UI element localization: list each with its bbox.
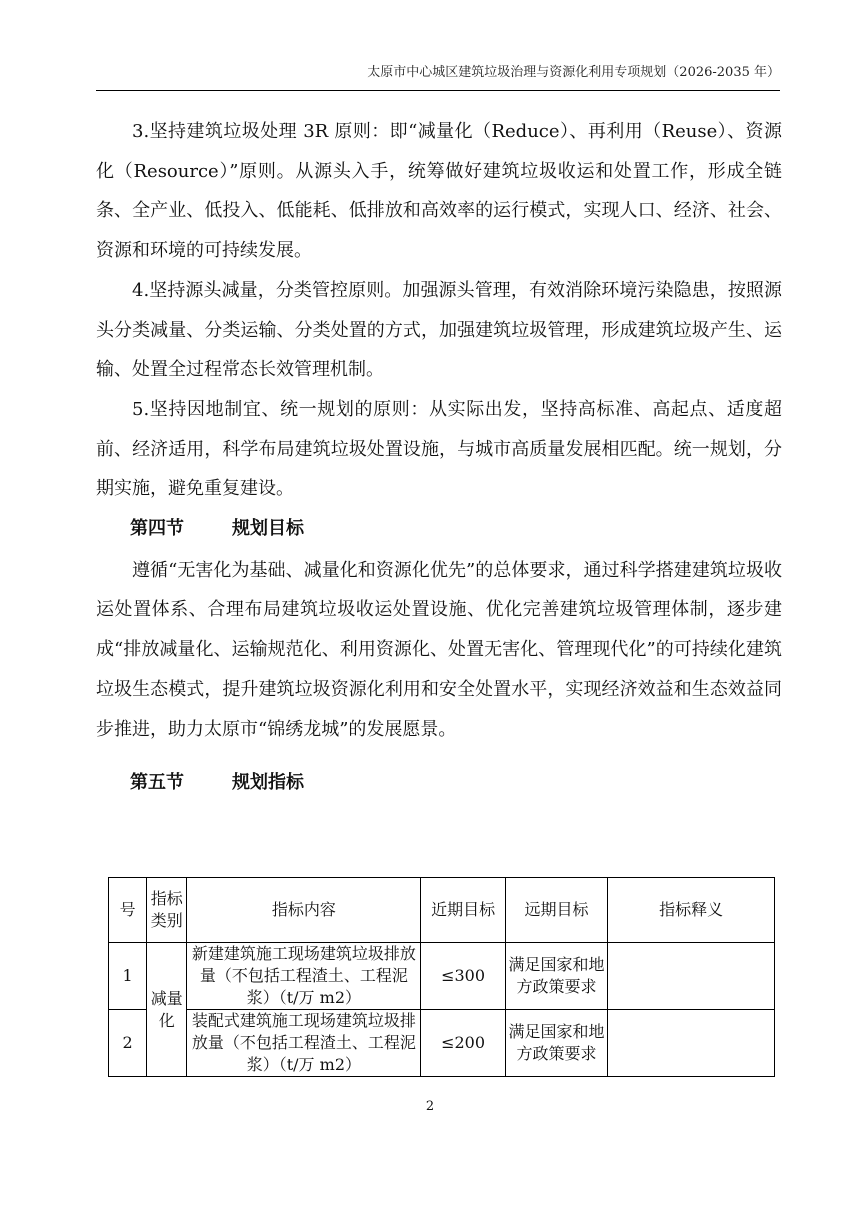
document-body — [96, 112, 782, 803]
near-term-target: ≤300 — [421, 943, 505, 1010]
section-5-heading — [96, 763, 782, 803]
header-category: 指标类别 — [147, 878, 187, 943]
table-header-row — [109, 878, 775, 943]
header-rule — [96, 90, 780, 91]
section-4-title: 规划目标 — [232, 518, 304, 540]
row-number: 1 — [109, 943, 147, 1010]
header-explanation: 指标释义 — [608, 878, 775, 943]
indicator-explanation — [608, 943, 775, 1010]
section-5-title: 规划指标 — [232, 772, 304, 794]
principle-5-paragraph: 5.坚持因地制宜、统一规划的原则：从实际出发，坚持高标准、高起点、适度超前、经济适用，科学布局建筑垃圾处置设施，与城市高质量发展相匹配。统一规划，分期实施，避免重复建设。 — [96, 398, 782, 500]
section-5-number: 第五节 — [130, 772, 184, 794]
table-row — [109, 943, 775, 1010]
header-number: 号 — [109, 878, 147, 943]
indicator-content: 装配式建筑施工现场建筑垃圾排放量（不包括工程渣土、工程泥浆）（t/万 m2） — [187, 1010, 421, 1077]
table-row — [109, 1010, 775, 1077]
header-content: 指标内容 — [187, 878, 421, 943]
indicator-content: 新建建筑施工现场建筑垃圾排放量（不包括工程渣土、工程泥浆）（t/万 m2） — [187, 943, 421, 1010]
page-number: 2 — [425, 1099, 435, 1114]
row-number: 2 — [109, 1010, 147, 1077]
indicator-explanation — [608, 1010, 775, 1077]
planning-goals-paragraph: 遵循“无害化为基础、减量化和资源化优先”的总体要求，通过科学搭建建筑垃圾收运处置体系、合理布局建筑垃圾收运处置设施、优化完善建筑垃圾管理体制，逐步建成“排放减量化、运输规范化、利用资源化、处置无害化、管理现代化”的可持续化建筑垃圾生态模式，提升建筑垃圾资源化利用和安全处置水平，实现经济效益和生态效益同步推进，助力太原市“锦绣龙城”的发展愿景。 — [96, 559, 782, 740]
header-near-term: 近期目标 — [421, 878, 505, 943]
planning-indicators-table — [108, 877, 775, 1077]
section-4-number: 第四节 — [130, 518, 184, 540]
section-4-heading — [96, 509, 782, 549]
principle-4-paragraph: 4.坚持源头减量，分类管控原则。加强源头管理，有效消除环境污染隐患，按照源头分类减量、分类运输、分类处置的方式，加强建筑垃圾管理，形成建筑垃圾产生、运输、处置全过程常态长效管理机制。 — [96, 279, 782, 381]
near-term-target: ≤200 — [421, 1010, 505, 1077]
category-cell: 减量化 — [147, 943, 187, 1077]
running-header: 太原市中心城区建筑垃圾治理与资源化利用专项规划（2026-2035 年） — [367, 65, 780, 80]
long-term-target: 满足国家和地方政策要求 — [505, 1010, 607, 1077]
long-term-target: 满足国家和地方政策要求 — [505, 943, 607, 1010]
principle-3-paragraph: 3.坚持建筑垃圾处理 3R 原则：即“减量化（Reduce）、再利用（Reuse）、资源化（Resource）”原则。从源头入手，统筹做好建筑垃圾收运和处置工作，形成全链条、全产业、低投入、低能耗、低排放和高效率的运行模式，实现人口、经济、社会、资源和环境的可持续发展。 — [96, 121, 782, 262]
header-long-term: 远期目标 — [505, 878, 607, 943]
